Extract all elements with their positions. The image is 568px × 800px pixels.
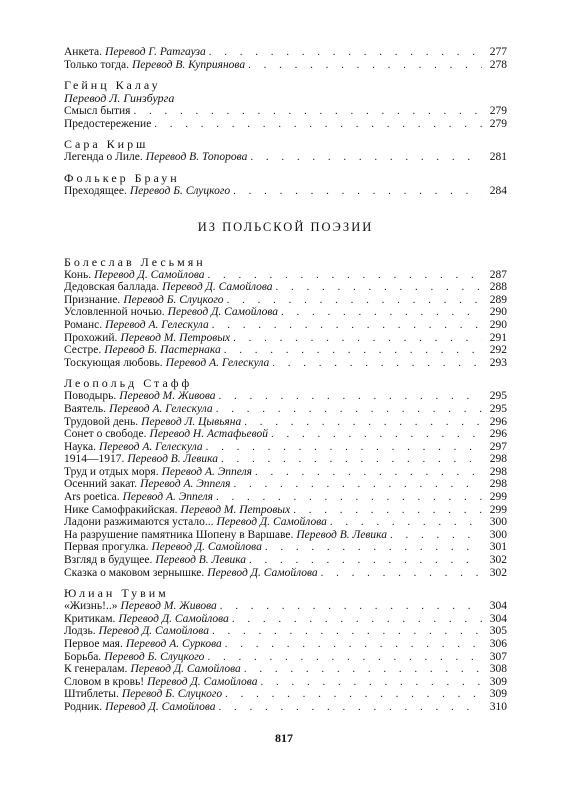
entry-title: Романс. [64,318,103,331]
contents-before-section [64,46,507,198]
toc-entry [64,403,507,416]
entry-page-number: 290 [489,318,507,331]
entry-translator: Перевод Д. Самойлова [98,625,209,638]
entry-translator: Перевод А. Эппеля [161,465,252,478]
toc-entry [64,294,507,307]
author-group [64,376,507,579]
entry-page-number: 301 [489,541,507,554]
entry-title: Преходящее. [64,184,127,197]
toc-entry [64,441,507,454]
entry-title: Условленной ночью. [64,306,165,319]
dot-leader [390,529,482,542]
entry-translator: Перевод М. Петровых [120,331,231,344]
dot-leader [227,294,482,307]
entry-page-number: 289 [489,293,507,306]
entry-translator: Перевод А. Суркова [125,638,222,650]
entry-title: «Жизнь!..» [64,600,118,613]
dot-leader [212,319,482,332]
entry-title: Труд и отдых моря. [64,465,159,478]
entry-title: Ваятель. [64,402,107,415]
toc-entry [64,529,507,542]
dot-leader [206,441,482,454]
toc-entry [64,600,507,613]
entry-title: Легенда о Лиле. [64,151,143,164]
toc-entry [64,638,507,651]
entry-translator: Перевод Д. Самойлова [94,268,205,281]
dot-leader [208,269,483,282]
entry-title: Сестре. [64,344,102,357]
entry-page-number: 296 [489,415,507,428]
entry-page-number: 278 [489,58,507,71]
page-number: 817 [275,731,293,745]
entry-translator: Перевод Г. Ратгауза [105,46,206,58]
entry-page-number: 310 [489,700,507,713]
entry-page-number: 288 [489,281,507,294]
dot-leader [276,281,482,294]
entry-title: Признание. [64,293,121,306]
author-group [64,586,507,713]
entry-page-number: 295 [489,402,507,415]
entry-translator: Перевод Б. Пастернака [104,344,221,357]
toc-entry [64,416,507,429]
entry-title: Наука. [64,440,96,453]
dot-leader [248,59,482,72]
entry-page-number: 308 [489,663,507,676]
dot-leader [255,466,482,479]
entry-page-number: 277 [489,46,507,58]
entry-title: Словом в кровь! [64,675,145,688]
author-group [64,137,507,164]
toc-entry [64,491,507,504]
toc-entry [64,46,507,59]
toc-entry [64,105,507,118]
toc-entry [64,466,507,479]
entry-title: Предостережение [64,117,152,130]
author-name: Леопольд Стафф [64,376,193,391]
entry-translator: Перевод Д. Самойлова [151,541,262,554]
entry-title: Только тогда. [64,58,129,71]
author-name: Болеслав Лесьмян [64,254,206,269]
dot-leader [250,151,482,164]
entry-page-number: 306 [489,638,507,650]
dot-leader [219,701,482,714]
group-translator: Перевод Л. Гинзбурга [64,91,175,106]
entry-translator: Перевод М. Живова [120,600,217,613]
dot-leader [271,428,482,441]
toc-entry [64,390,507,403]
entry-page-number: 279 [489,117,507,130]
entry-title: Взгляд в будущее. [64,554,153,567]
entry-page-number: 304 [489,612,507,625]
toc-entry [64,651,507,664]
dot-leader [133,105,482,118]
entry-translator: Перевод Д. Самойлова [105,700,216,713]
entry-title: Поводырь. [64,390,117,403]
entry-title: Сказка о маковом зернышке. [64,566,205,579]
dot-leader [221,453,482,466]
toc-entry [64,357,507,370]
entry-page-number: 304 [489,600,507,613]
dot-leader [216,491,482,504]
entry-title: Критикам. [64,612,116,625]
dot-leader [330,516,482,529]
dot-leader [249,554,482,567]
dot-leader [233,185,482,198]
toc-entry [64,504,507,517]
entry-title: На разрушение памятника Шопену в Варшаве. [64,528,294,541]
toc-entry [64,344,507,357]
author-group [64,78,507,130]
author-name: Гейнц Калау [64,78,161,93]
entry-page-number: 302 [489,554,507,567]
dot-leader [260,676,482,689]
entry-title: 1914—1917. [64,453,125,466]
dot-leader [232,613,482,626]
entry-title: Нике Самофракийская. [64,503,178,516]
entry-translator: Перевод А. Гелескула [165,356,270,369]
dot-leader [212,625,482,638]
dot-leader [281,306,482,319]
entry-translator: Перевод Б. Слуцкого [121,688,223,701]
entry-translator: Перевод В. Левика [296,528,388,541]
entry-title: Дедовская баллада. [64,281,160,294]
entry-title: Родник. [64,700,103,713]
entry-translator: Перевод Л. Цывьяна [141,415,242,428]
entry-translator: Перевод М. Петровых [180,503,291,516]
toc-entry [64,428,507,441]
entry-title: Первая прогулка. [64,541,149,554]
entry-title: К генералам. [64,663,128,676]
toc-entry [64,516,507,529]
dot-leader [244,663,482,676]
author-name: Юлиан Тувим [64,586,169,601]
entry-title: Конь. [64,268,92,281]
entry-page-number: 298 [489,478,507,491]
dot-leader [293,504,482,517]
dot-leader [233,332,482,345]
entry-page-number: 296 [489,428,507,441]
entry-title: Ars poetica. [64,491,120,504]
entry-page-number: 300 [489,516,507,529]
entry-page-number: 297 [489,440,507,453]
toc-entry [64,688,507,701]
toc-entry [64,541,507,554]
dot-leader [224,344,482,357]
toc-entry [64,676,507,689]
dot-leader [220,600,482,613]
entry-translator: Перевод Д. Самойлова [147,675,258,688]
entry-page-number: 299 [489,491,507,504]
entry-title: Трудовой день. [64,415,139,428]
entry-page-number: 287 [489,268,507,281]
entry-translator: Перевод В. Левика [127,453,219,466]
author-group [64,171,507,198]
entry-page-number: 290 [489,306,507,319]
entry-translator: Перевод Д. Самойлова [118,612,229,625]
dot-leader [209,46,482,59]
entry-translator: Перевод Б. Слуцкого [129,184,231,197]
entry-page-number: 307 [489,650,507,663]
entry-title: Лодзь. [64,625,96,638]
dot-leader [233,478,482,491]
entry-translator: Перевод В. Левика [155,554,247,567]
dot-leader [321,567,482,580]
entry-title: Тоскующая любовь. [64,356,163,369]
entry-page-number: 298 [489,453,507,466]
toc-entry [64,663,507,676]
entry-translator: Перевод Д. Самойлова [162,281,273,294]
entry-page-number: 295 [489,390,507,403]
toc-entry [64,625,507,638]
toc-entry [64,59,507,72]
entry-page-number: 284 [489,184,507,197]
toc-entry [64,319,507,332]
toc-entry [64,613,507,626]
entry-title: Борьба. [64,650,102,663]
dot-leader [154,118,482,131]
dot-leader [219,390,482,403]
toc-entry [64,151,507,164]
entry-translator: Перевод А. Эппеля [140,478,231,491]
entry-translator: Перевод А. Гелескула [105,318,209,331]
toc-entry [64,281,507,294]
entry-page-number: 291 [489,331,507,344]
toc-entry [64,306,507,319]
toc-entry [64,453,507,466]
toc-entry [64,118,507,131]
toc-entry [64,332,507,345]
toc-entry [64,554,507,567]
section-title: ИЗ ПОЛЬСКОЙ ПОЭЗИИ [197,219,374,234]
dot-leader [216,403,482,416]
author-name: Фолькер Браун [64,170,180,185]
contents-after-section [64,255,507,714]
entry-translator: Перевод В. Топорова [145,151,248,164]
entry-title: Анкета. [64,46,103,58]
entry-page-number: 300 [489,528,507,541]
dot-leader [272,357,482,370]
entry-page-number: 281 [489,151,507,164]
entry-translator: Перевод А. Гелескула [98,440,203,453]
entry-title: Сонет о свободе. [64,428,147,441]
entry-translator: Перевод Д. Самойлова [207,566,318,579]
entry-title: Первое мая. [64,638,123,650]
entry-translator: Перевод А. Гелескула [109,402,213,415]
entry-translator: Перевод В. Куприянова [131,58,246,71]
entry-translator: Перевод Б. Слуцкого [104,650,205,663]
entry-page-number: 309 [489,675,507,688]
entry-translator: Перевод М. Живова [119,390,216,403]
entry-page-number: 279 [489,105,507,118]
toc-entry [64,478,507,491]
entry-title: Смысл бытия [64,105,131,118]
table-of-contents [64,46,507,721]
entry-title: Штиблеты. [64,688,119,701]
entry-page-number: 305 [489,625,507,638]
author-group [64,46,507,71]
entry-page-number: 293 [489,356,507,369]
entry-translator: Перевод Б. Слуцкого [123,293,224,306]
toc-entry [64,567,507,580]
entry-title: Ладони разжимаются устало... [64,516,214,529]
entry-page-number: 302 [489,566,507,579]
dot-leader [207,651,482,664]
entry-title: Прохожий. [64,331,118,344]
toc-entry [64,701,507,714]
entry-translator: Перевод Н. Астафьевой [149,428,268,441]
toc-entry [64,269,507,282]
entry-page-number: 309 [489,688,507,701]
entry-translator: Перевод Д. Самойлова [216,516,327,529]
entry-title: Осенний закат. [64,478,138,491]
author-name: Сара Кирш [64,137,149,152]
dot-leader [225,638,482,651]
entry-translator: Перевод А. Эппеля [122,491,213,504]
entry-page-number: 292 [489,344,507,357]
toc-entry [64,185,507,198]
entry-translator: Перевод Д. Самойлова [167,306,279,319]
dot-leader [225,688,482,701]
dot-leader [265,541,482,554]
author-group [64,255,507,370]
dot-leader [244,416,482,429]
entry-page-number: 299 [489,503,507,516]
entry-page-number: 298 [489,465,507,478]
entry-translator: Перевод Д. Самойлова [130,663,241,676]
